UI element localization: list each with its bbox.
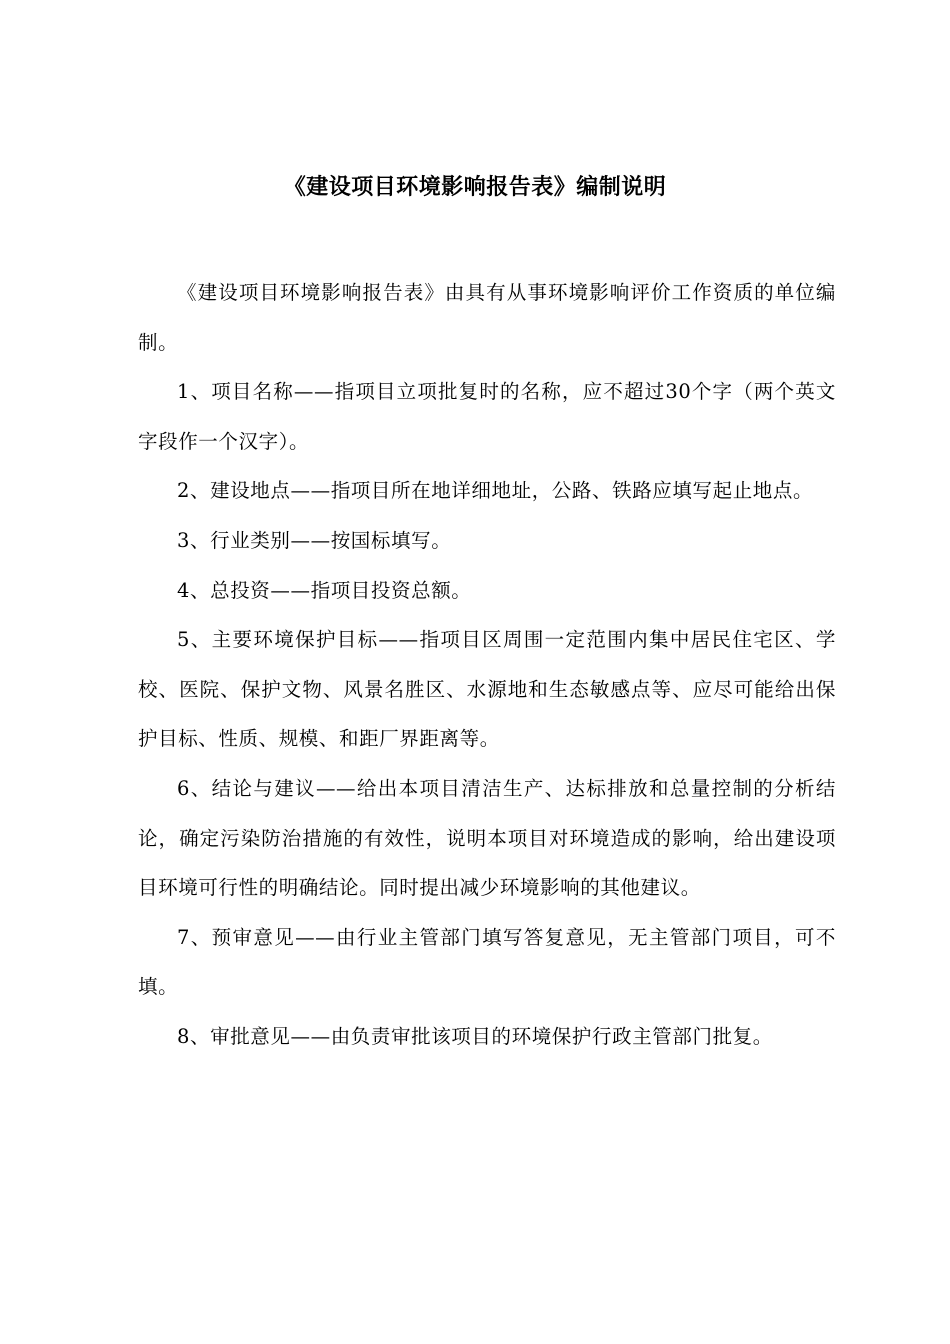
document-body [138,268,836,1062]
paragraph-item-3: 3、行业类别——按国标填写。 [177,528,452,552]
paragraph-intro: 《建设项目环境影响报告表》由具有从事环境影响评价工作资质的单位编制。 [138,281,836,354]
paragraph-item-2: 2、建设地点——指项目所在地详细地址，公路、铁路应填写起止地点。 [177,479,814,503]
paragraph-item-8: 8、审批意见——由负责审批该项目的环境保护行政主管部门批复。 [177,1024,773,1048]
paragraph-item-7: 7、预审意见——由行业主管部门填写答复意见，无主管部门项目，可不填。 [138,925,836,999]
document-title: 《建设项目环境影响报告表》编制说明 [283,175,667,200]
paragraph-item-1: 1、项目名称——指项目立项批复时的名称，应不超过30个字（两个英文字段作一个汉字）。 [138,380,836,453]
paragraph-item-4: 4、总投资——指项目投资总额。 [177,578,472,602]
paragraph-item-6: 6、结论与建议——给出本项目清洁生产、达标排放和总量控制的分析结论，确定污染防治措施的有效性，说明本项目对环境造成的影响，给出建设项目环境可行性的明确结论。同时提出减少环境影响的其他建议。 [138,776,836,900]
paragraph-item-5: 5、主要环境保护目标——指项目区周围一定范围内集中居民住宅区、学校、医院、保护文物、风景名胜区、水源地和生态敏感点等、应尽可能给出保护目标、性质、规模、和距厂界距离等。 [138,628,836,751]
